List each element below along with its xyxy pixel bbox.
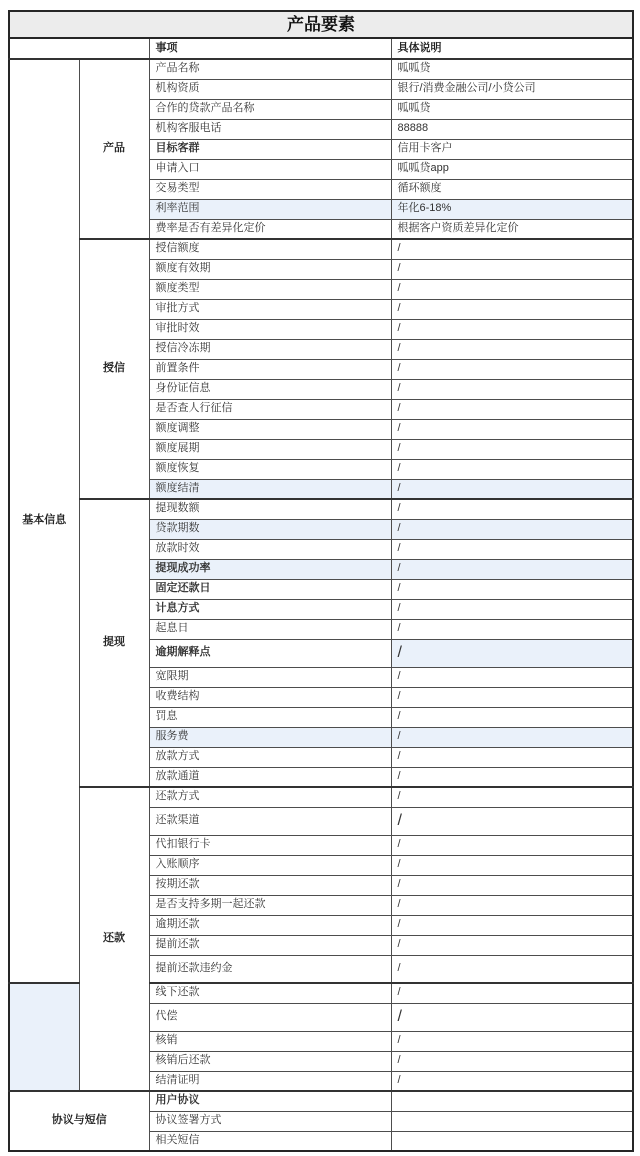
value-cell: / <box>391 519 633 539</box>
column-header-item: 事项 <box>149 38 391 59</box>
category-cell: 协议与短信 <box>9 1091 149 1151</box>
item-cell: 额度恢复 <box>149 459 391 479</box>
value-cell: / <box>391 539 633 559</box>
item-cell: 罚息 <box>149 707 391 727</box>
item-cell: 提现成功率 <box>149 559 391 579</box>
item-cell: 机构资质 <box>149 79 391 99</box>
table-row <box>9 239 633 259</box>
item-cell: 结清证明 <box>149 1071 391 1091</box>
item-cell: 费率是否有差异化定价 <box>149 219 391 239</box>
value-cell: 88888 <box>391 119 633 139</box>
value-cell: / <box>391 399 633 419</box>
value-cell: / <box>391 1003 633 1031</box>
value-cell: / <box>391 499 633 519</box>
value-cell: / <box>391 559 633 579</box>
value-cell: / <box>391 747 633 767</box>
value-cell: / <box>391 935 633 955</box>
item-cell: 前置条件 <box>149 359 391 379</box>
value-cell: / <box>391 1071 633 1091</box>
item-cell: 贷款期数 <box>149 519 391 539</box>
value-cell: 信用卡客户 <box>391 139 633 159</box>
value-cell: / <box>391 379 633 399</box>
item-cell: 代扣银行卡 <box>149 835 391 855</box>
value-cell: / <box>391 1051 633 1071</box>
value-cell: / <box>391 479 633 499</box>
title-row <box>9 11 633 38</box>
column-header-desc: 具体说明 <box>391 38 633 59</box>
item-cell: 额度结清 <box>149 479 391 499</box>
item-cell: 服务费 <box>149 727 391 747</box>
item-cell: 相关短信 <box>149 1131 391 1151</box>
value-cell <box>391 1131 633 1151</box>
table-row <box>9 499 633 519</box>
item-cell: 是否支持多期一起还款 <box>149 895 391 915</box>
item-cell: 提前还款 <box>149 935 391 955</box>
item-cell: 固定还款日 <box>149 579 391 599</box>
value-cell: 银行/消费金融公司/小贷公司 <box>391 79 633 99</box>
value-cell: / <box>391 439 633 459</box>
value-cell: 呱呱贷 <box>391 99 633 119</box>
item-cell: 逾期解释点 <box>149 639 391 667</box>
item-cell: 额度展期 <box>149 439 391 459</box>
value-cell: / <box>391 279 633 299</box>
value-cell: / <box>391 687 633 707</box>
value-cell: / <box>391 807 633 835</box>
item-cell: 放款时效 <box>149 539 391 559</box>
value-cell: 循环额度 <box>391 179 633 199</box>
value-cell <box>391 1111 633 1131</box>
value-cell: / <box>391 767 633 787</box>
value-cell: / <box>391 727 633 747</box>
item-cell: 核销后还款 <box>149 1051 391 1071</box>
value-cell: / <box>391 983 633 1003</box>
header-spacer-cell <box>9 38 149 59</box>
item-cell: 逾期还款 <box>149 915 391 935</box>
item-cell: 利率范围 <box>149 199 391 219</box>
value-cell: / <box>391 955 633 983</box>
value-cell: 呱呱贷app <box>391 159 633 179</box>
item-cell: 协议签署方式 <box>149 1111 391 1131</box>
item-cell: 申请入口 <box>149 159 391 179</box>
subcategory-cell: 还款 <box>79 787 149 1091</box>
item-cell: 起息日 <box>149 619 391 639</box>
item-cell: 核销 <box>149 1031 391 1051</box>
item-cell: 是否查人行征信 <box>149 399 391 419</box>
item-cell: 提现数额 <box>149 499 391 519</box>
value-cell <box>391 1091 633 1111</box>
item-cell: 入账顺序 <box>149 855 391 875</box>
item-cell: 用户协议 <box>149 1091 391 1111</box>
value-cell: 年化6-18% <box>391 199 633 219</box>
value-cell: / <box>391 667 633 687</box>
item-cell: 额度类型 <box>149 279 391 299</box>
item-cell: 还款方式 <box>149 787 391 807</box>
item-cell: 计息方式 <box>149 599 391 619</box>
item-cell: 额度调整 <box>149 419 391 439</box>
table-row <box>9 787 633 807</box>
page-title: 产品要素 <box>9 11 633 38</box>
value-cell: / <box>391 259 633 279</box>
value-cell: / <box>391 239 633 259</box>
item-cell: 身份证信息 <box>149 379 391 399</box>
table-row <box>9 59 633 79</box>
product-elements-table <box>8 10 634 1152</box>
value-cell: / <box>391 875 633 895</box>
category-cell: 基本信息 <box>9 59 79 983</box>
value-cell: / <box>391 339 633 359</box>
item-cell: 线下还款 <box>149 983 391 1003</box>
item-cell: 提前还款违约金 <box>149 955 391 983</box>
item-cell: 授信额度 <box>149 239 391 259</box>
item-cell: 审批时效 <box>149 319 391 339</box>
item-cell: 授信冷冻期 <box>149 339 391 359</box>
item-cell: 放款通道 <box>149 767 391 787</box>
header-row <box>9 38 633 59</box>
value-cell: / <box>391 299 633 319</box>
value-cell: / <box>391 787 633 807</box>
value-cell: / <box>391 599 633 619</box>
value-cell: / <box>391 707 633 727</box>
value-cell: / <box>391 359 633 379</box>
value-cell: 根据客户资质差异化定价 <box>391 219 633 239</box>
item-cell: 宽限期 <box>149 667 391 687</box>
item-cell: 合作的贷款产品名称 <box>149 99 391 119</box>
value-cell: / <box>391 1031 633 1051</box>
value-cell: / <box>391 835 633 855</box>
item-cell: 放款方式 <box>149 747 391 767</box>
value-cell: / <box>391 619 633 639</box>
table-row <box>9 1091 633 1111</box>
value-cell: 呱呱贷 <box>391 59 633 79</box>
value-cell: / <box>391 895 633 915</box>
subcategory-cell: 提现 <box>79 499 149 787</box>
item-cell: 交易类型 <box>149 179 391 199</box>
subcategory-cell: 产品 <box>79 59 149 239</box>
value-cell: / <box>391 419 633 439</box>
item-cell: 额度有效期 <box>149 259 391 279</box>
item-cell: 收费结构 <box>149 687 391 707</box>
item-cell: 还款渠道 <box>149 807 391 835</box>
value-cell: / <box>391 579 633 599</box>
value-cell: / <box>391 639 633 667</box>
value-cell: / <box>391 459 633 479</box>
value-cell: / <box>391 915 633 935</box>
item-cell: 机构客服电话 <box>149 119 391 139</box>
item-cell: 产品名称 <box>149 59 391 79</box>
value-cell: / <box>391 855 633 875</box>
value-cell: / <box>391 319 633 339</box>
item-cell: 按期还款 <box>149 875 391 895</box>
item-cell: 目标客群 <box>149 139 391 159</box>
subcategory-cell: 授信 <box>79 239 149 499</box>
category-cell <box>9 983 79 1091</box>
item-cell: 审批方式 <box>149 299 391 319</box>
item-cell: 代偿 <box>149 1003 391 1031</box>
